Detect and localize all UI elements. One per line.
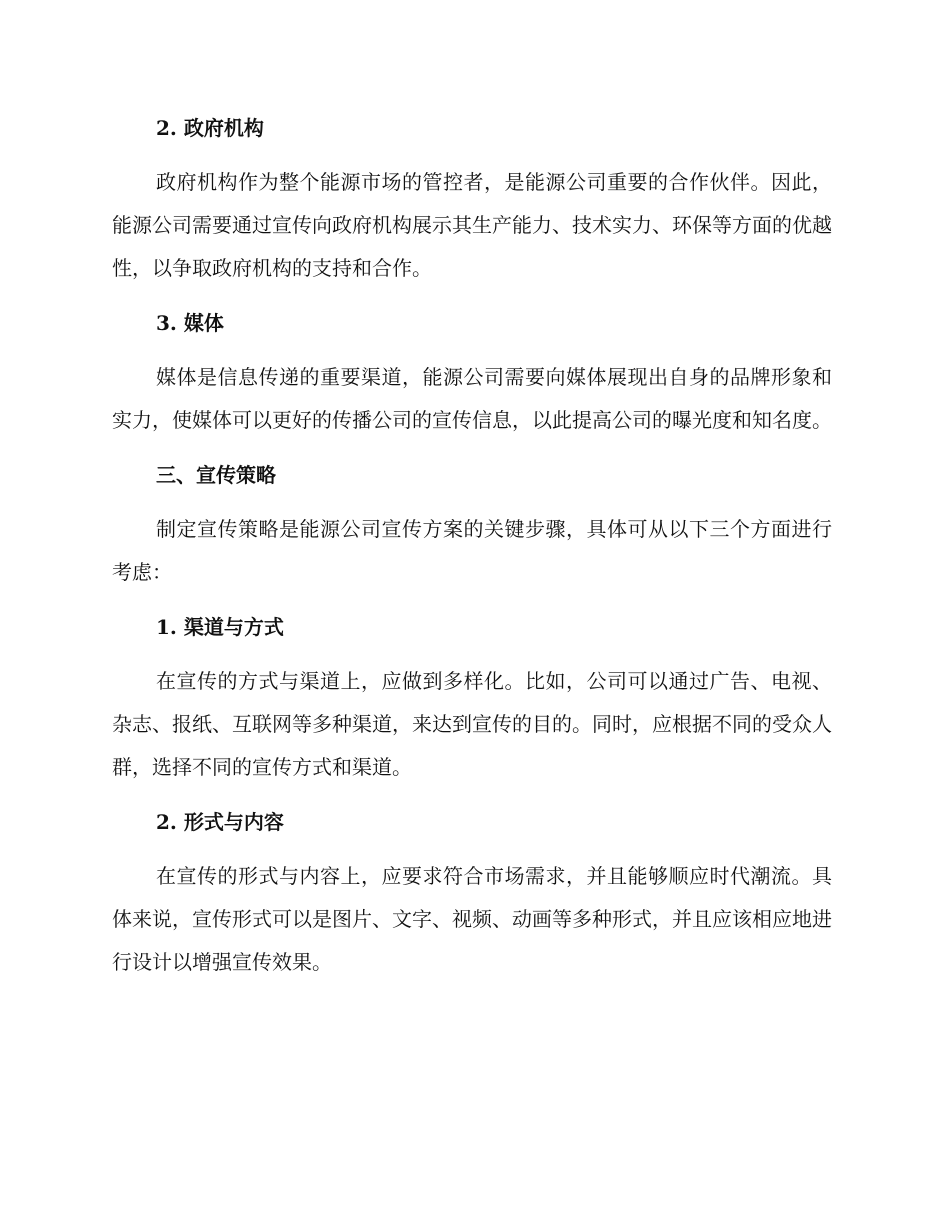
section-heading-strategy: 三、宣传策略 [156, 463, 276, 487]
paragraph-channels: 在宣传的方式与渠道上，应做到多样化。比如，公司可以通过广告、电视、杂志、报纸、互联网等多种渠道，来达到宣传的目的。同时，应根据不同的受众人群，选择不同的宣传方式和渠道。 [112, 669, 832, 779]
section-heading-form-content: 2. 形式与内容 [156, 810, 284, 834]
paragraph-media: 媒体是信息传递的重要渠道，能源公司需要向媒体展现出自身的品牌形象和实力，使媒体可以更好的传播公司的宣传信息，以此提高公司的曝光度和知名度。 [112, 365, 832, 432]
section-heading-government: 2. 政府机构 [156, 116, 264, 140]
paragraph-government: 政府机构作为整个能源市场的管控者，是能源公司重要的合作伙伴。因此，能源公司需要通过宣传向政府机构展示其生产能力、技术实力、环保等方面的优越性，以争取政府机构的支持和合作。 [112, 170, 832, 280]
section-heading-media: 3. 媒体 [156, 311, 224, 335]
document-body [112, 108, 832, 997]
section-heading-channels: 1. 渠道与方式 [156, 615, 284, 639]
paragraph-form-content: 在宣传的形式与内容上，应要求符合市场需求，并且能够顺应时代潮流。具体来说，宣传形式可以是图片、文字、视频、动画等多种形式，并且应该相应地进行设计以增强宣传效果。 [112, 864, 832, 974]
paragraph-strategy: 制定宣传策略是能源公司宣传方案的关键步骤，具体可从以下三个方面进行考虑： [112, 517, 832, 584]
